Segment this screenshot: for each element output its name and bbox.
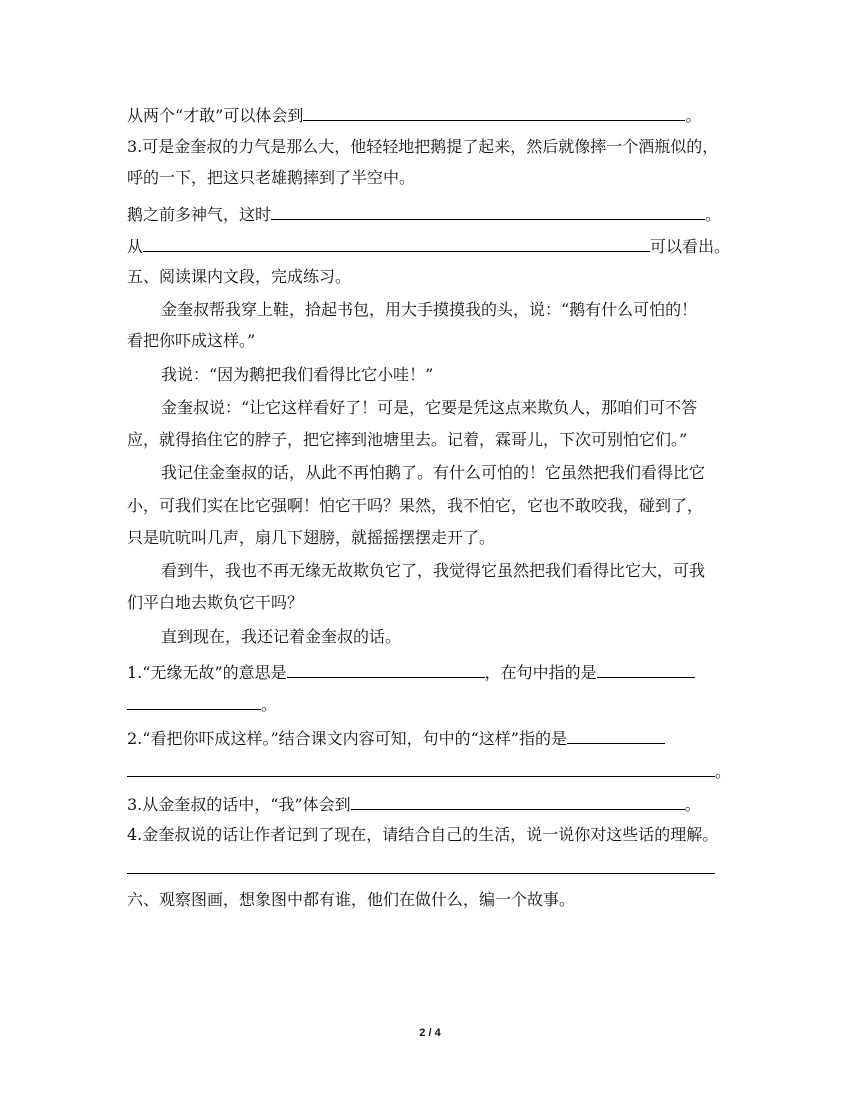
paragraph-2: 我说：“因为鹅把我们看得比它小哇！” [161,365,434,384]
question-2-continued [127,758,737,783]
line-cai-gan [127,102,737,127]
paragraph-3-line2: 应，就得掐住它的脖子，把它摔到池塘里去。记着，霖哥儿，下次可别怕它们。” [127,430,688,449]
text: 1.“无缘无故”的意思是 [127,663,287,682]
answer-line[interactable] [127,873,715,874]
paragraph-1-line2: 看把你吓成这样。” [127,331,256,350]
paragraph-6: 直到现在，我还记着金奎叔的话。 [161,627,402,646]
question-1-continued [127,691,737,716]
paragraph-4-line3: 只是吭吭叫几声，扇几下翅膀，就摇摇摆摆走开了。 [127,528,496,547]
answer-blank[interactable] [567,725,665,744]
section-5-heading: 五、阅读课内文段，完成练习。 [127,267,352,286]
question-4: 4.金奎叔说的话让作者记到了现在，请结合自己的生活，说一说你对这些话的理解。 [127,825,719,844]
answer-blank[interactable] [351,791,685,810]
text: 鹅之前多神气，这时 [127,205,272,224]
question-3-line1: 3.可是金奎叔的力气是那么大，他轻轻地把鹅提了起来，然后就像摔一个酒瓶似的， [127,137,719,156]
text: 2.“看把你吓成这样。”结合课文内容可知，句中的“这样”指的是 [127,729,567,748]
paragraph-1-line1: 金奎叔帮我穿上鞋，拾起书包，用大手摸摸我的头，说：“鹅有什么可怕的！ [161,300,698,319]
answer-blank[interactable] [143,233,650,252]
section-6-heading: 六、观察图画，想象图中都有谁，他们在做什么，编一个故事。 [127,890,576,909]
question-1 [127,659,737,684]
text: 。 [705,205,722,224]
line-cong [127,233,737,258]
paragraph-4-line1: 我记住金奎叔的话，从此不再怕鹅了。有什么可怕的！它虽然把我们看得比它 [161,463,706,482]
question-2 [127,725,737,750]
answer-blank[interactable] [303,102,685,121]
text: 。 [715,762,732,781]
text: 从两个“才敢”可以体会到 [127,106,304,125]
text: ，在句中指的是 [484,663,597,682]
text: 。 [684,795,701,814]
answer-blank[interactable] [597,659,695,678]
question-3 [127,791,737,816]
paragraph-3-line1: 金奎叔说：“让它这样看好了！可是，它要是凭这点来欺负人，那咱们可不答 [161,398,698,417]
paragraph-5-line2: 们平白地去欺负它干吗？ [127,593,304,612]
answer-blank[interactable] [127,758,715,777]
answer-blank[interactable] [127,691,261,710]
answer-blank[interactable] [287,659,485,678]
text: 3.从金奎叔的话中，“我”体会到 [127,795,351,814]
text: 。 [685,106,702,125]
paragraph-4-line2: 小，可我们实在比它强啊！怕它干吗？果然，我不怕它，它也不敢咬我，碰到了， [127,496,704,515]
text: 从 [127,237,144,256]
answer-blank[interactable] [271,201,705,220]
question-3-line2: 呼的一下，把这只老雄鹅摔到了半空中。 [127,168,416,187]
page-number: 2 / 4 [419,1027,441,1039]
line-goose-before [127,201,737,226]
paragraph-5-line1: 看到牛，我也不再无缘无故欺负它了，我觉得它虽然把我们看得比它大，可我 [161,561,706,580]
text: 。 [261,695,278,714]
text: 可以看出。 [650,237,731,256]
